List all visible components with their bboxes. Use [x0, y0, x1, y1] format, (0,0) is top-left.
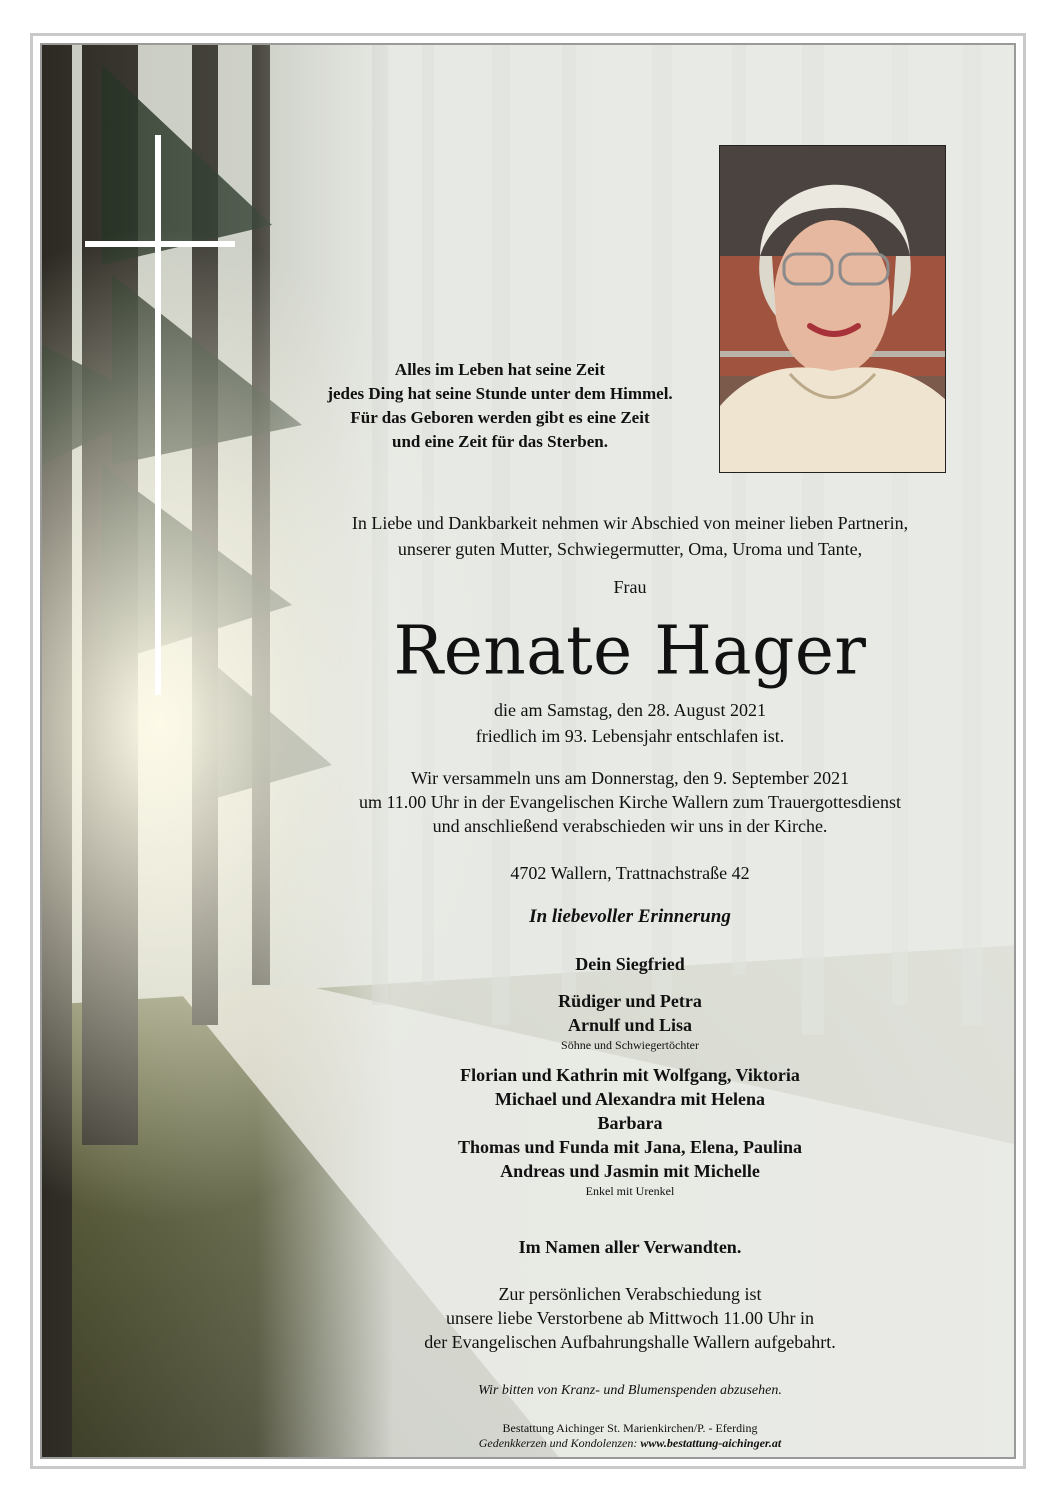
sons-caption: Söhne und Schwiegertöchter — [561, 1038, 699, 1052]
funeral-home: Bestattung Aichinger St. Marienkirchen/P. - Eferding — [502, 1421, 758, 1435]
salutation: Frau — [613, 577, 647, 597]
intro-line: In Liebe und Dankbarkeit nehmen wir Abschied von meiner lieben Partnerin, — [351, 513, 909, 533]
son-entry: Rüdiger und Petra — [558, 991, 702, 1011]
footer — [280, 1421, 980, 1451]
on-behalf-line: Im Namen aller Verwandten. — [518, 1237, 742, 1257]
viewing-line: unsere liebe Verstorbene ab Mittwoch 11.00 Uhr in — [446, 1308, 814, 1328]
mourners-list — [280, 952, 980, 1199]
grandchild-entry: Florian und Kathrin mit Wolfgang, Viktoria — [460, 1065, 800, 1085]
grandchild-entry: Barbara — [597, 1113, 663, 1133]
bible-verse — [250, 358, 750, 454]
memory-heading: In liebevoller Erinnerung — [529, 906, 731, 927]
viewing-line: der Evangelischen Aufbahrungshalle Wallern aufgebahrt. — [424, 1332, 836, 1352]
son-entry: Arnulf und Lisa — [567, 1015, 693, 1035]
service-details — [280, 766, 980, 838]
condolence-label: Gedenkkerzen und Kondolenzen: — [478, 1436, 641, 1450]
death-notice — [280, 697, 980, 749]
grandchild-entry: Michael und Alexandra mit Helena — [495, 1089, 765, 1109]
condolence-line — [280, 1436, 980, 1451]
grandchild-entry: Thomas und Funda mit Jana, Elena, Paulina — [457, 1137, 803, 1157]
condolence-link[interactable]: www.bestattung-aichinger.at — [640, 1436, 782, 1450]
death-line: friedlich im 93. Lebensjahr entschlafen ist. — [475, 726, 785, 746]
flowers-request: Wir bitten von Kranz- und Blumenspenden abzusehen. — [478, 1383, 782, 1398]
viewing-line: Zur persönlichen Verabschiedung ist — [498, 1284, 762, 1304]
service-line: und anschließend verabschieden wir uns in der Kirche. — [432, 816, 828, 836]
partner-name: Dein Siegfried — [575, 954, 685, 974]
cross-icon-bar — [85, 241, 235, 247]
verse-line: Für das Geboren werden gibt es eine Zeit — [350, 408, 650, 427]
deceased-name: Renate Hager — [393, 611, 867, 690]
viewing-notice — [280, 1282, 980, 1354]
service-line: um 11.00 Uhr in der Evangelischen Kirche Wallern zum Trauergottesdienst — [358, 792, 902, 812]
verse-line: Alles im Leben hat seine Zeit — [394, 360, 606, 379]
cross-icon — [155, 135, 161, 695]
verse-line: jedes Ding hat seine Stunde unter dem Himmel. — [327, 384, 673, 403]
intro-line: unserer guten Mutter, Schwiegermutter, Oma, Uroma und Tante, — [397, 539, 863, 559]
farewell-intro — [280, 510, 980, 562]
service-line: Wir versammeln uns am Donnerstag, den 9. September 2021 — [410, 768, 850, 788]
portrait-image — [720, 146, 946, 473]
verse-line: und eine Zeit für das Sterben. — [392, 432, 608, 451]
death-line: die am Samstag, den 28. August 2021 — [494, 700, 766, 720]
grandchildren-caption: Enkel mit Urenkel — [585, 1184, 675, 1198]
portrait-photo — [719, 145, 946, 473]
home-address: 4702 Wallern, Trattnachstraße 42 — [510, 863, 750, 883]
grandchild-entry: Andreas und Jasmin mit Michelle — [500, 1161, 760, 1181]
